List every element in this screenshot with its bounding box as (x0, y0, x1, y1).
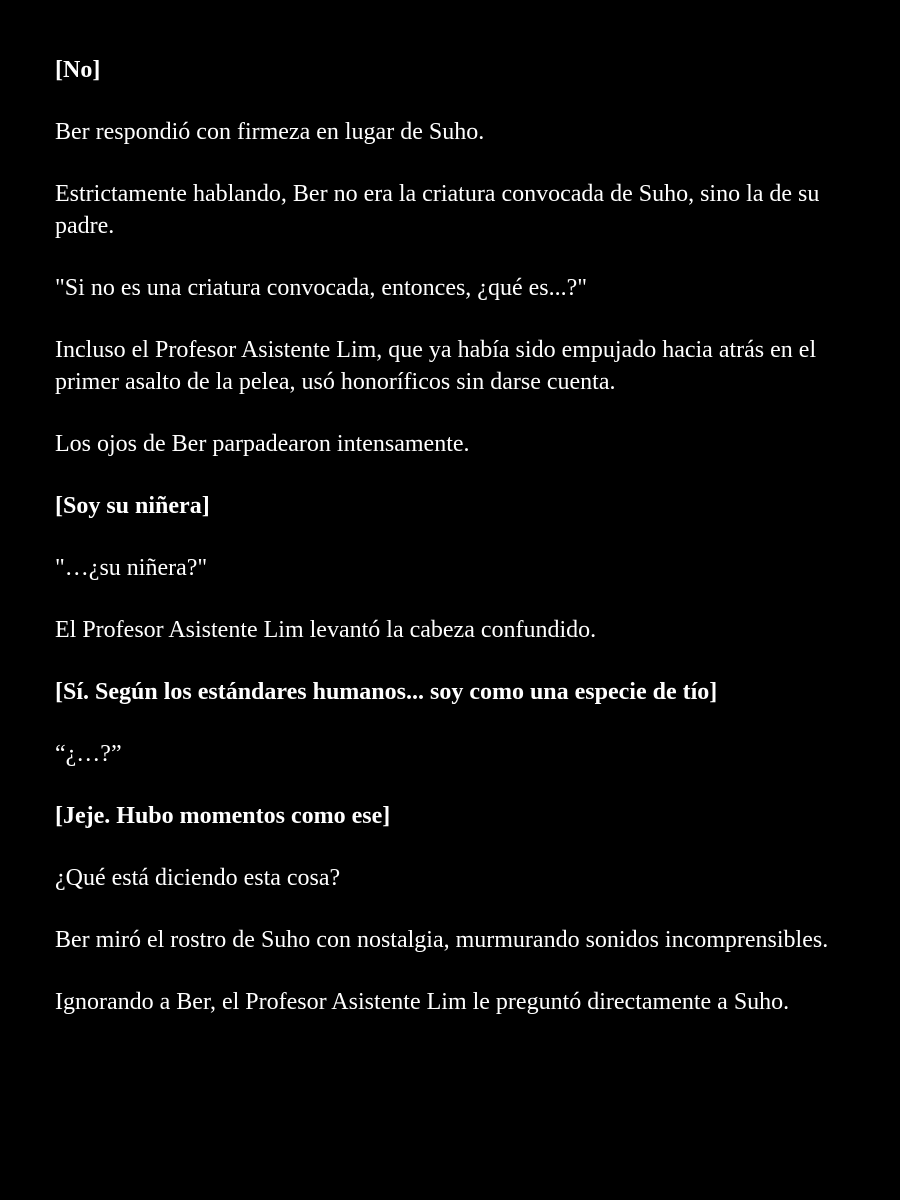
dialogue-ber-tio: [Sí. Según los estándares humanos... soy como una especie de tío] (55, 679, 718, 705)
paragraph: "…¿su niñera?" (55, 555, 208, 581)
paragraph: Ignorando a Ber, el Profesor Asistente Lim le preguntó directamente a Suho. (55, 989, 790, 1015)
document-body (55, 54, 850, 1048)
paragraph: Estrictamente hablando, Ber no era la criatura convocada de Suho, sino la de su padre. (55, 181, 820, 239)
paragraph: Los ojos de Ber parpadearon intensamente. (55, 431, 470, 457)
paragraph: ¿Qué está diciendo esta cosa? (55, 865, 341, 891)
dialogue-ber-no: [No] (55, 57, 101, 83)
paragraph: El Profesor Asistente Lim levantó la cabeza confundido. (55, 617, 597, 643)
paragraph: "Si no es una criatura convocada, entonces, ¿qué es...?" (55, 275, 588, 301)
paragraph: Ber respondió con firmeza en lugar de Suho. (55, 119, 485, 145)
paragraph: Incluso el Profesor Asistente Lim, que ya había sido empujado hacia atrás en el primer asalto de la pelea, usó honoríficos sin darse cuenta. (55, 337, 817, 395)
dialogue-ber-jeje: [Jeje. Hubo momentos como ese] (55, 803, 391, 829)
paragraph: “¿…?” (55, 741, 122, 767)
paragraph: Ber miró el rostro de Suho con nostalgia, murmurando sonidos incomprensibles. (55, 927, 829, 953)
dialogue-ber-ninera: [Soy su niñera] (55, 493, 210, 519)
